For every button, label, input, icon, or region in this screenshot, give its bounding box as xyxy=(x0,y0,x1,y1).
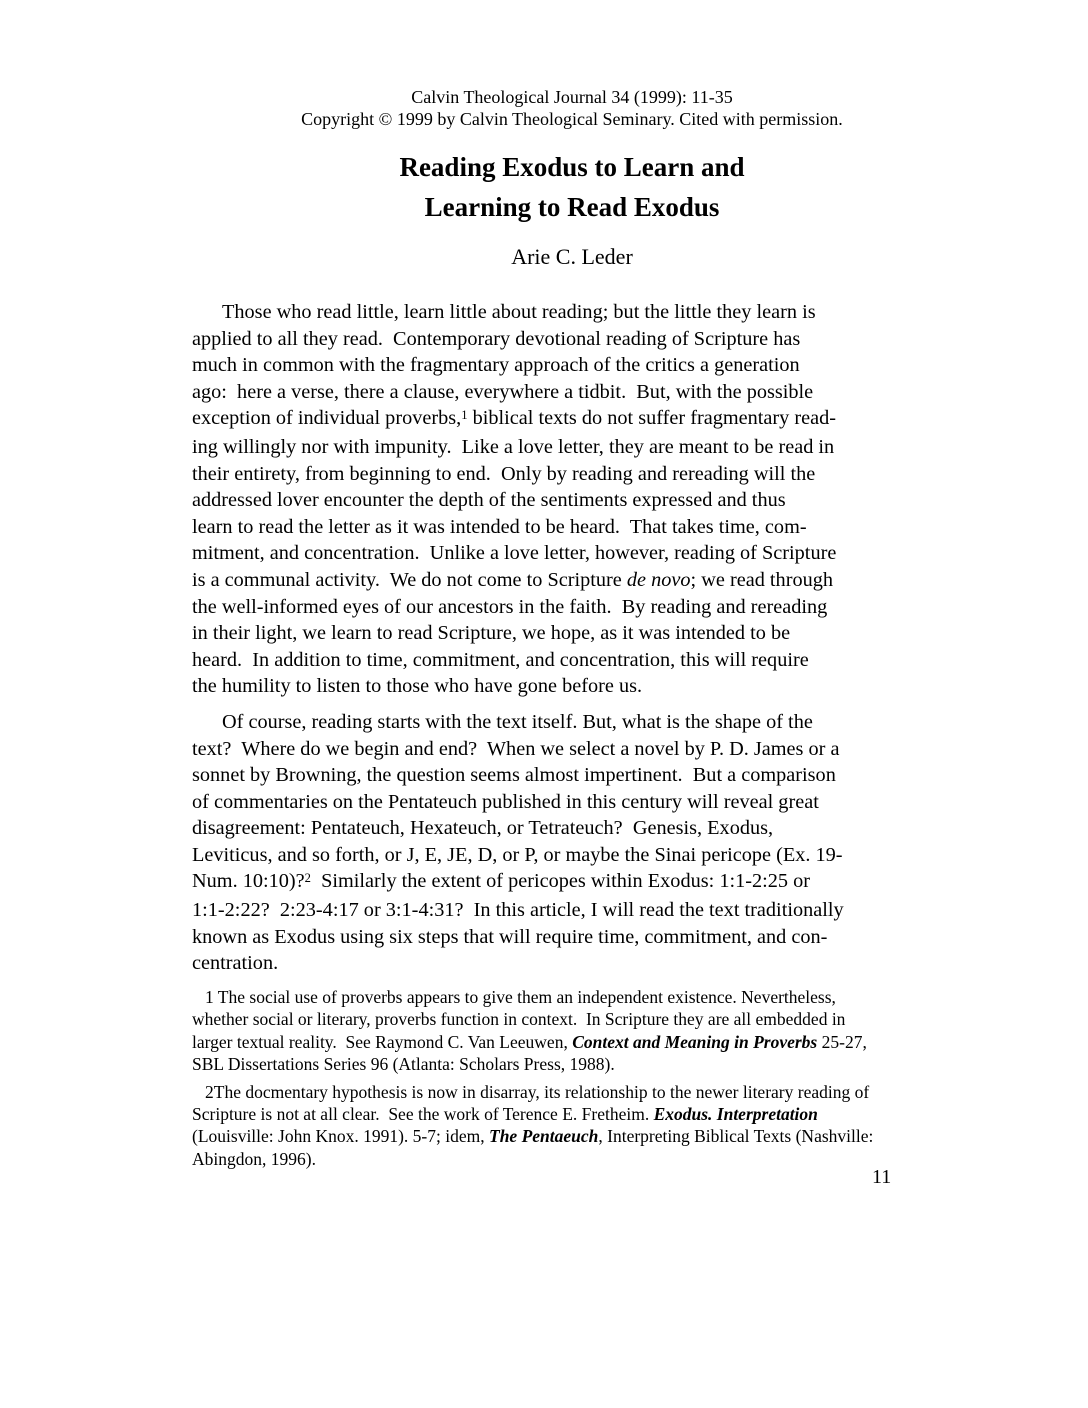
text-line: ago: here a verse, there a clause, everywhere a tidbit. But, with the possible xyxy=(192,380,814,403)
text-line: heard. In addition to time, commitment, and concentration, this will require xyxy=(192,648,809,671)
text-line: in their light, we learn to read Scripture, we hope, as it was intended to be xyxy=(192,622,791,645)
text-line: Abingdon, 1996). xyxy=(192,1148,316,1169)
text-line: disagreement: Pentateuch, Hexateuch, or Tetrateuch? Genesis, Exodus, xyxy=(192,817,774,840)
text-line: centration. xyxy=(192,952,279,975)
article-title xyxy=(192,147,952,227)
footnotes-section xyxy=(192,986,992,1170)
text-line: sonnet by Browning, the question seems almost impertinent. But a comparison xyxy=(192,764,836,787)
text-line: is a communal activity. We do not come to Scripture de novo; we read through xyxy=(192,568,834,591)
paragraph-2 xyxy=(192,709,992,977)
text-line: applied to all they read. Contemporary devotional reading of Scripture has xyxy=(192,327,801,350)
footnote-2 xyxy=(192,1081,992,1171)
text-line: learn to read the letter as it was intended to be heard. That takes time, com- xyxy=(192,515,807,538)
text-line: exception of individual proverbs,$^1$ biblical texts do not suffer fragmentary read- xyxy=(192,407,837,430)
text-line: the well-informed eyes of our ancestors in the faith. By reading and rereading xyxy=(192,595,828,618)
journal-citation: Calvin Theological Journal 34 (1999): 11-35 xyxy=(411,87,733,107)
text-line: Scripture is not at all clear. See the work of Terence E. Fretheim. Exodus. Interpretation xyxy=(192,1104,818,1125)
text-line: Of course, reading starts with the text itself. But, what is the shape of the xyxy=(222,710,813,733)
text-line: Leviticus, and so forth, or J, E, JE, D, or P, or maybe the Sinai pericope (Ex. 19- xyxy=(192,843,843,866)
text-line: 2The docmentary hypothesis is now in disarray, its relationship to the newer literary reading of xyxy=(205,1081,870,1102)
text-line: whether social or literary, proverbs function in context. In Scripture they are all embedded in xyxy=(192,1009,846,1030)
text-line: Num. 10:10)?$^2$ Similarly the extent of pericopes within Exodus: 1:1-2:25 or xyxy=(192,870,811,893)
text-line: 1:1-2:22? 2:23-4:17 or 3:1-4:31? In this article, I will read the text traditionally xyxy=(192,899,844,922)
text-line: Those who read little, learn little about reading; but the little they learn is xyxy=(222,301,816,323)
copyright-notice: Copyright © 1999 by Calvin Theological Seminary. Cited with permission. xyxy=(301,109,843,129)
text-line: SBL Dissertations Series 96 (Atlanta: Scholars Press, 1988). xyxy=(192,1054,615,1075)
author-name: Arie C. Leder xyxy=(511,244,633,269)
paragraph-1 xyxy=(192,299,992,700)
article-body xyxy=(192,299,992,977)
footnote-1 xyxy=(192,986,992,1076)
page-number: 11 xyxy=(872,1166,892,1188)
text-line: their entirety, from beginning to end. Only by reading and rereading will the xyxy=(192,462,816,485)
text-line: larger textual reality. See Raymond C. Van Leeuwen, Context and Meaning in Proverbs 25-27, xyxy=(192,1031,867,1052)
text-line: ing willingly nor with impunity. Like a love letter, they are meant to be read in xyxy=(192,435,835,458)
text-line: 1 The social use of proverbs appears to give them an independent existence. Nevertheless, xyxy=(205,987,836,1007)
text-line: of commentaries on the Pentateuch published in this century will reveal great xyxy=(192,790,819,813)
article-title-line-1: Reading Exodus to Learn and xyxy=(399,152,745,182)
text-line: (Louisville: John Knox. 1991). 5-7; idem, The Pentaeuch, Interpreting Biblical Texts (Nashville: xyxy=(192,1126,874,1147)
article-title-line-2: Learning to Read Exodus xyxy=(424,192,720,222)
journal-header xyxy=(192,86,952,130)
text-line: mitment, and concentration. Unlike a love letter, however, reading of Scripture xyxy=(192,542,837,565)
text-line: the humility to listen to those who have gone before us. xyxy=(192,675,643,698)
text-line: known as Exodus using six steps that will require time, commitment, and con- xyxy=(192,925,828,948)
text-line: much in common with the fragmentary approach of the critics a generation xyxy=(192,354,800,377)
text-line: addressed lover encounter the depth of the sentiments expressed and thus xyxy=(192,489,786,512)
text-line: text? Where do we begin and end? When we select a novel by P. D. James or a xyxy=(192,737,840,760)
